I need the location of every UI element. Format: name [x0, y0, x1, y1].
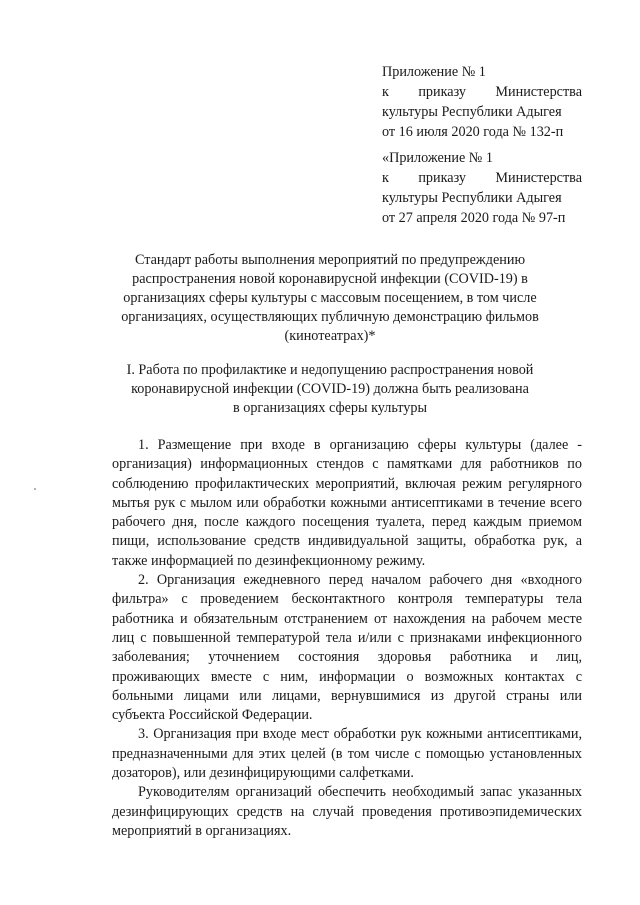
- appendix-date: от 27 апреля 2020 года № 97-п: [382, 210, 566, 226]
- appendix-word: приказу: [418, 84, 466, 100]
- scan-speck: [34, 488, 36, 490]
- appendix-header-current: [382, 62, 582, 142]
- appendix-order-line: [382, 168, 582, 188]
- title-line: Стандарт работы выполнения мероприятий по предупреждению: [134, 252, 526, 268]
- appendix-word: приказу: [418, 170, 466, 186]
- appendix-word: к: [382, 170, 389, 186]
- section-heading-line: коронавирусной инфекции (COVID-19) должна быть реализована: [131, 381, 529, 397]
- paragraph-2: 2. Организация ежедневного перед началом рабочего дня «входного фильтра» с проведением бесконтактного контроля температуры тела работника и обязательным отстранением от нахождения на рабочем месте лиц с повышенной температурой тела и/или с признаками инфекционного заболевания; уточнением состояния здоровья работника и лиц, проживающих вместе с ним, информации о возможных контактах с больными лицами или лицами, вернувшимися из другой страны или субъекта Российской Федерации.: [112, 572, 582, 724]
- appendix-ministry: культуры Республики Адыгея: [382, 190, 562, 206]
- section-heading-line: I. Работа по профилактике и недопущению распространения новой: [126, 362, 534, 378]
- document-body: [112, 436, 582, 841]
- appendix-word: Министерства: [495, 170, 582, 186]
- appendix-number: Приложение № 1: [382, 64, 486, 80]
- appendix-header-previous: [382, 148, 582, 228]
- appendix-date: от 16 июля 2020 года № 132-п: [382, 124, 564, 140]
- document-title: [110, 251, 550, 346]
- paragraph-3: 3. Организация при входе мест обработки рук кожными антисептиками, предназначенными для этих целей (в том числе с помощью установленных дозаторов), или дезинфицирующими салфетками.: [112, 726, 582, 782]
- appendix-number: «Приложение № 1: [382, 150, 493, 166]
- appendix-ministry: культуры Республики Адыгея: [382, 104, 562, 120]
- appendix-word: Министерства: [495, 84, 582, 100]
- title-line: распространения новой коронавирусной инфекции (COVID-19) в: [132, 271, 528, 287]
- section-heading: [120, 361, 540, 418]
- title-line: (кинотеатрах)*: [284, 328, 376, 344]
- paragraph-1: 1. Размещение при входе в организацию сферы культуры (далее - организация) информационных стендов с памятками для работников по соблюдению профилактических мероприятий, включая режим регулярного мытья рук с мылом или обработки кожными антисептиками в течение всего рабочего дня, после каждого посещения туалета, перед каждым приемом пищи, использование средств индивидуальной защиты, обработка рук, а также информацией по дезинфекционному режиму.: [112, 437, 582, 569]
- title-line: организациях сферы культуры с массовым посещением, в том числе: [123, 290, 537, 306]
- paragraph-4: Руководителям организаций обеспечить необходимый запас указанных дезинфицирующих средств на случай проведения противоэпидемических мероприятий в организациях.: [112, 784, 582, 839]
- appendix-word: к: [382, 84, 389, 100]
- section-heading-line: в организациях сферы культуры: [232, 400, 428, 416]
- title-line: организациях, осуществляющих публичную демонстрацию фильмов: [121, 309, 539, 325]
- appendix-order-line: [382, 82, 582, 102]
